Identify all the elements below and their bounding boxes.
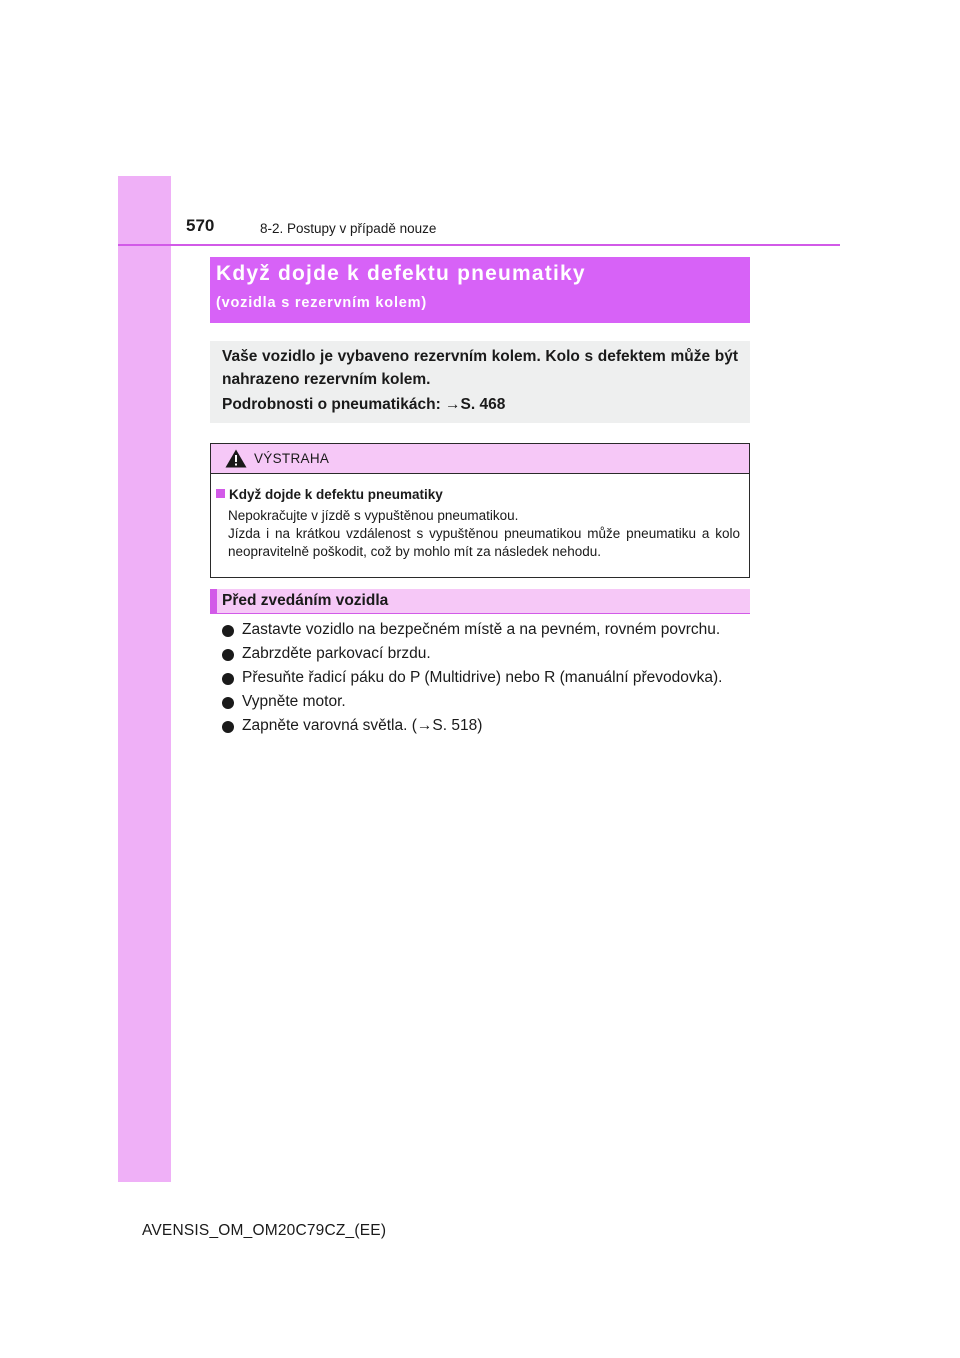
warning-triangle-icon — [225, 449, 247, 468]
subsection-heading — [210, 589, 750, 614]
step-text: Zabrzděte parkovací brzdu. — [242, 645, 431, 662]
warning-line: Nepokračujte v jízdě s vypuštěnou pneumatikou. — [228, 508, 519, 523]
intro-paragraph: Vaše vozidlo je vybaveno rezervním kolem. Kolo s defektem může být nahrazeno rezervním kolem. — [222, 348, 738, 388]
header-divider — [118, 244, 840, 246]
chapter-sidebar-tab — [118, 176, 171, 1182]
intro-reference: Podrobnosti o pneumatikách: →S. 468 — [222, 396, 506, 413]
page-subtitle: (vozidla s rezervním kolem) — [216, 295, 427, 311]
bullet-dot-icon — [222, 625, 234, 637]
bullet-dot-icon — [222, 721, 234, 733]
page-title: Když dojde k defektu pneumatiky — [216, 262, 586, 285]
section-reference: 8-2. Postupy v případě nouze — [260, 221, 437, 236]
step-text: Přesuňte řadicí páku do P (Multidrive) nebo R (manuální převodovka). — [242, 669, 723, 686]
warning-item-title — [216, 487, 443, 502]
warning-line: Jízda i na krátkou vzdálenost s vypuštěnou pneumatikou může pneumatiku a kolo neopravitelně poškodit, což by mohlo mít za následek nehodu. — [228, 526, 740, 559]
warning-item-label: Když dojde k defektu pneumatiky — [229, 487, 443, 502]
intro-box — [210, 341, 750, 423]
warning-header — [211, 444, 749, 474]
page-number: 570 — [186, 216, 215, 235]
title-banner — [210, 257, 750, 323]
square-bullet-icon — [216, 489, 225, 498]
warning-text — [228, 507, 740, 561]
bullet-dot-icon — [222, 673, 234, 685]
subsection-accent-bar — [210, 589, 217, 613]
step-text: Vypněte motor. — [242, 693, 346, 710]
warning-title: VÝSTRAHA — [254, 451, 330, 466]
bullet-dot-icon — [222, 649, 234, 661]
warning-box — [210, 443, 750, 578]
step-text: Zapněte varovná světla. (→S. 518) — [242, 717, 483, 734]
subsection-title: Před zvedáním vozidla — [222, 592, 389, 609]
document-code: AVENSIS_OM_OM20C79CZ_(EE) — [142, 1222, 387, 1239]
bullet-dot-icon — [222, 697, 234, 709]
step-text: Zastavte vozidlo na bezpečném místě a na pevném, rovném povrchu. — [242, 621, 721, 638]
